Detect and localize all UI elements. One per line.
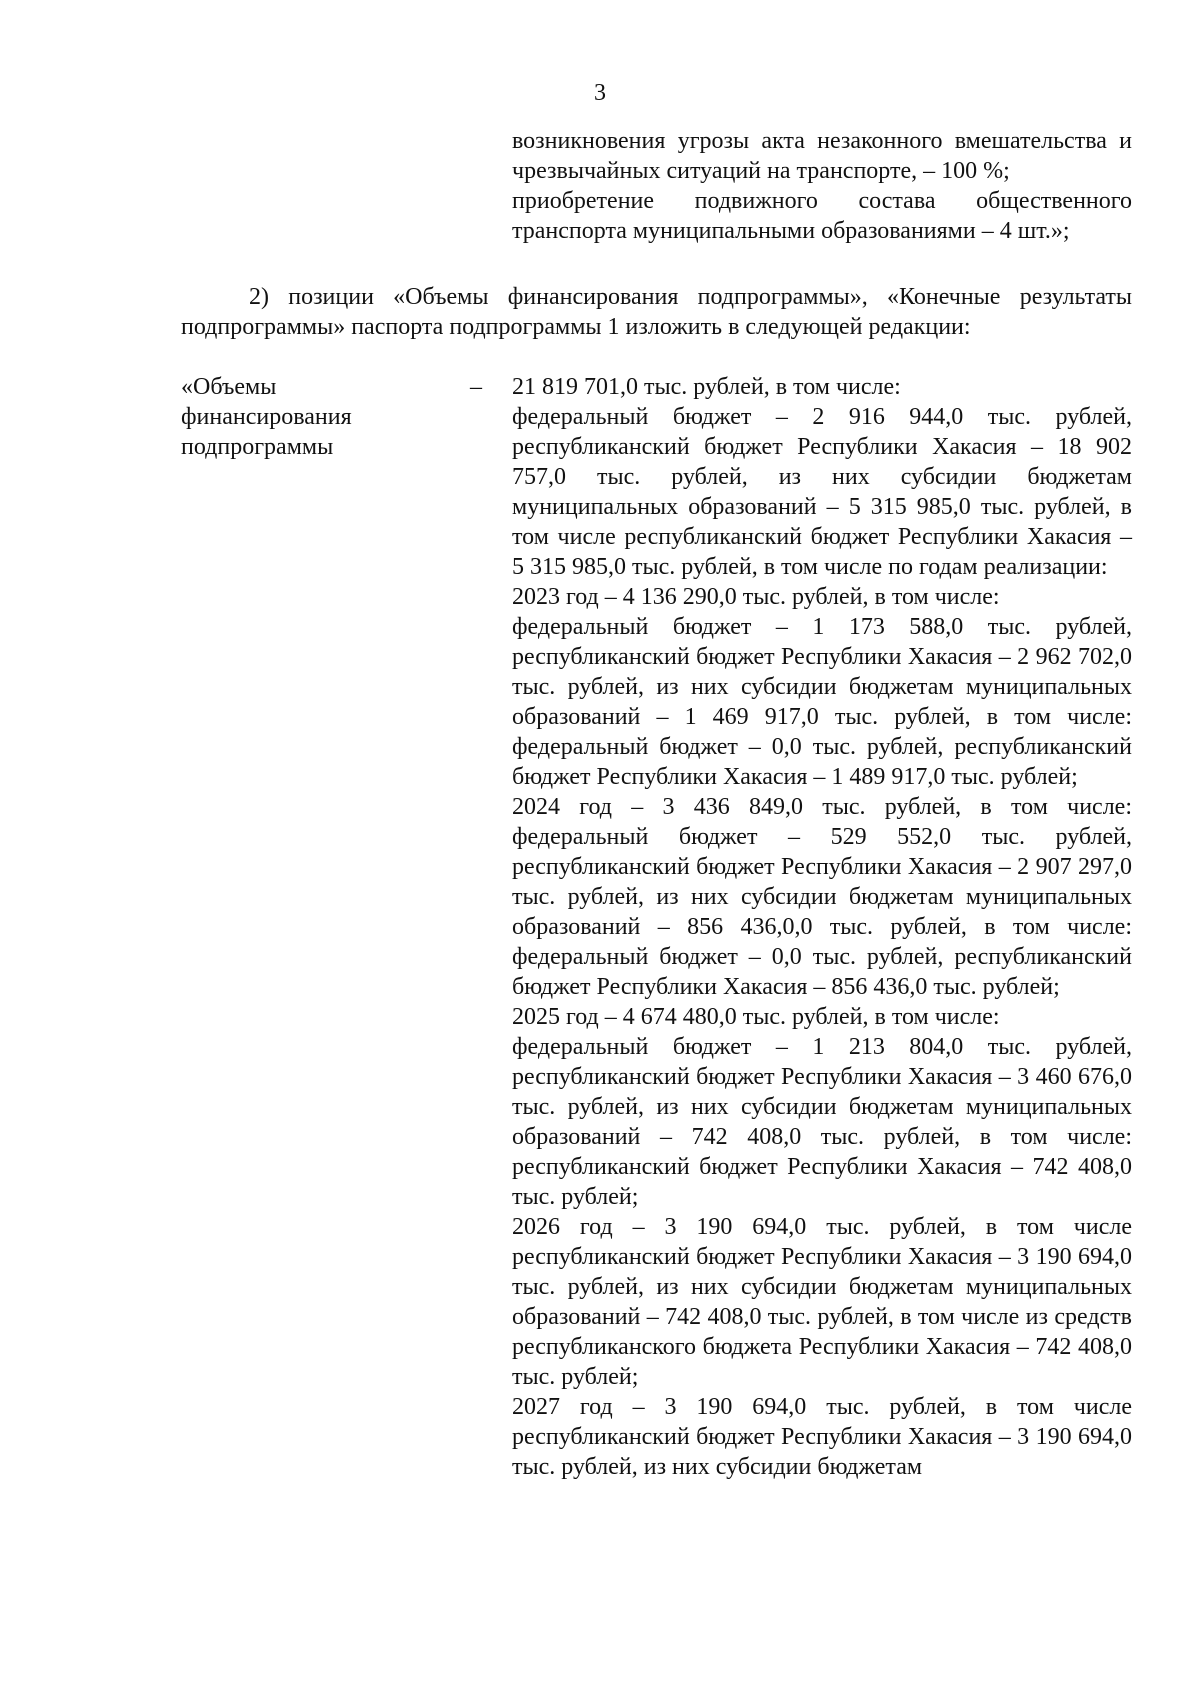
top-continuation-block bbox=[512, 126, 1132, 246]
year-2023-total: 2023 год – 4 136 290,0 тыс. рублей, в том числе: bbox=[512, 584, 1000, 610]
year-2026: 2026 год – 3 190 694,0 тыс. рублей, в том числе республиканский бюджет Республики Хакасия – 3 190 694,0 тыс. рублей, из них субсидии бюджетам муниципальных образований – 742 408,0 тыс. рублей, в том числе из средств республиканского бюджета Республики Хакасия – 742 408,0 тыс. рублей; bbox=[512, 1214, 1132, 1390]
funding-label-line-3: подпрограммы bbox=[181, 434, 334, 460]
year-2025-breakdown: федеральный бюджет – 1 213 804,0 тыс. рублей, республиканский бюджет Республики Хакасия – 3 460 676,0 тыс. рублей, из них субсидии бюджетам муниципальных образований – 742 408,0 тыс. рублей, в том числе: республиканский бюджет Республики Хакасия – 742 408,0 тыс. рублей; bbox=[512, 1034, 1132, 1210]
paragraph-threat-indicator: возникновения угрозы акта незаконного вмешательства и чрезвычайных ситуаций на транспорте, – 100 %; bbox=[512, 128, 1132, 184]
page-number: 3 bbox=[594, 80, 606, 106]
funding-label bbox=[181, 372, 431, 462]
funding-total: 21 819 701,0 тыс. рублей, в том числе: bbox=[512, 374, 901, 400]
label-dash: – bbox=[470, 374, 482, 400]
funding-label-line-2: финансирования bbox=[181, 404, 352, 430]
year-2027: 2027 год – 3 190 694,0 тыс. рублей, в том числе республиканский бюджет Республики Хакасия – 3 190 694,0 тыс. рублей, из них субсидии бюджетам bbox=[512, 1394, 1132, 1480]
year-2025-total: 2025 год – 4 674 480,0 тыс. рублей, в том числе: bbox=[512, 1004, 1000, 1030]
funding-label-line-1: «Объемы bbox=[181, 374, 277, 400]
year-2023-breakdown: федеральный бюджет – 1 173 588,0 тыс. рублей, республиканский бюджет Республики Хакасия – 2 962 702,0 тыс. рублей, из них субсидии бюджетам муниципальных образований – 1 469 917,0 тыс. рублей, в том числе: федеральный бюджет – 0,0 тыс. рублей, республиканский бюджет Республики Хакасия – 1 489 917,0 тыс. рублей; bbox=[512, 614, 1132, 790]
year-2024: 2024 год – 3 436 849,0 тыс. рублей, в том числе: федеральный бюджет – 529 552,0 тыс. рублей, республиканский бюджет Республики Хакасия – 2 907 297,0 тыс. рублей, из них субсидии бюджетам муниципальных образований – 856 436,0,0 тыс. рублей, в том числе: федеральный бюджет – 0,0 тыс. рублей, республиканский бюджет Республики Хакасия – 856 436,0 тыс. рублей; bbox=[512, 794, 1132, 1000]
item-2-paragraph: 2) позиции «Объемы финансирования подпрограммы», «Конечные результаты подпрограммы» паспорта подпрограммы 1 изложить в следующей редакции: bbox=[181, 284, 1132, 340]
funding-breakdown: федеральный бюджет – 2 916 944,0 тыс. рублей, республиканский бюджет Республики Хакасия – 18 902 757,0 тыс. рублей, из них субсидии бюджетам муниципальных образований – 5 315 985,0 тыс. рублей, в том числе республиканский бюджет Республики Хакасия – 5 315 985,0 тыс. рублей, в том числе по годам реализации: bbox=[512, 404, 1132, 580]
funding-body bbox=[512, 372, 1132, 1482]
paragraph-rolling-stock: приобретение подвижного состава общественного транспорта муниципальными образованиями – 4 шт.»; bbox=[512, 188, 1132, 244]
